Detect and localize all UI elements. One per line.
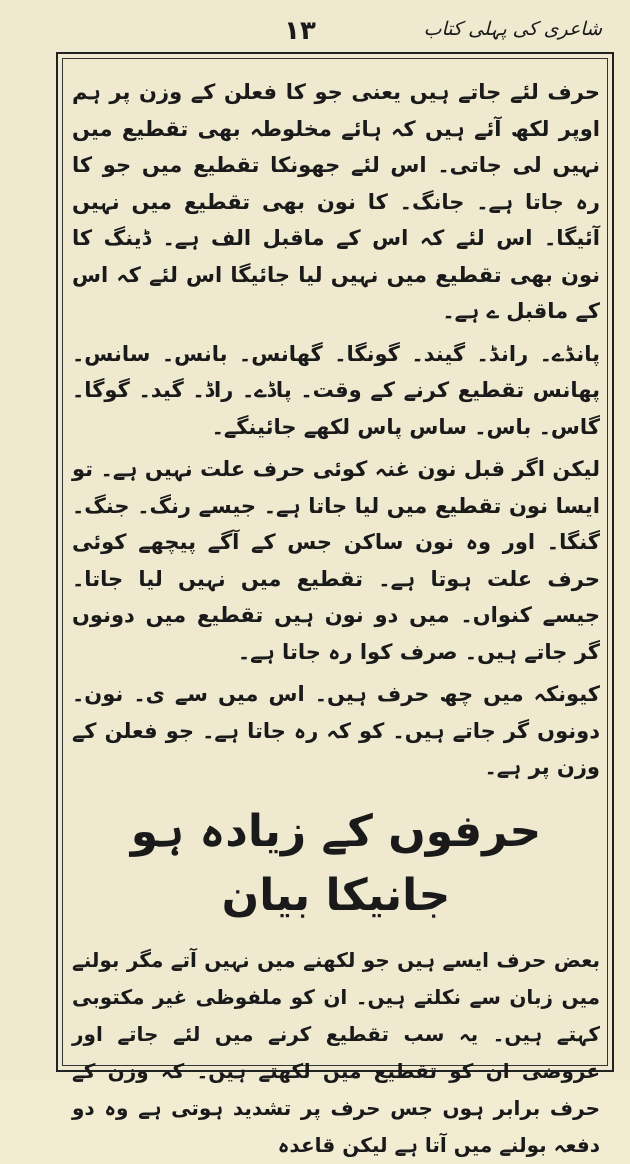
paragraph-3: لیکن اگر قبل نون غنہ کوئی حرف علت نہیں ہے۔ تو ایسا نون تقطیع میں لیا جاتا ہے۔ جیسے رنگ۔ جنگ۔ گنگا۔ اور وہ نون ساکن جس کے آگے پیچھے کوئی حرف علت ہوتا ہے۔ تقطیع میں نہیں لیا جاتا۔ جیسے کنواں۔ میں دو نون ہیں تقطیع میں دونوں گر جاتے ہیں۔ صرف کوا رہ جاتا ہے۔: [72, 457, 600, 664]
paragraph-2: پانڈے۔ رانڈ۔ گیند۔ گونگا۔ گھانس۔ بانس۔ سانس۔ پھانس تقطیع کرنے کے وقت۔ پاڈے۔ راڈ۔ گید۔ گوگا۔ گاس۔ باس۔ ساس پاس لکھے جائینگے۔: [72, 341, 600, 439]
page-header: [0, 10, 630, 54]
paragraph-after-heading: بعض حرف ایسے ہیں جو لکھنے میں نہیں آتے مگر بولنے میں زبان سے نکلتے ہیں۔ ان کو ملفوظی غیر مکتوبی کہتے ہیں۔ یہ سب تقطیع کرنے میں لئے جاتے اور عروضی ان کو تقطیع میں لکھتے ہیں۔ کہ وزن کے حرف برابر ہوں جس حرف پر تشدید ہوتی ہے وہ دو دفعہ بولنے میں آتا ہے لیکن قاعدہ: [72, 947, 600, 1157]
page-number: ۱۳: [284, 16, 316, 46]
paragraph-1: حرف لئے جاتے ہیں یعنی جو کا فعلن کے وزن پر ہم اوپر لکھ آئے ہیں کہ ہائے مخلوطہ بھی تقطیع میں نہیں لی جاتی۔ اس لئے جھونکا تقطیع میں جو کا رہ جاتا ہے۔ جانگ۔ کا نون بھی تقطیع میں نہیں آئیگا۔ اس لئے کہ اس کے ماقبل الف ہے۔ ڈینگ کا نون بھی تقطیع میں نہیں لیا جائیگا اس لئے کہ اس کے ماقبل ے ہے۔: [72, 80, 600, 323]
page-body: [72, 70, 600, 1157]
running-title: شاعری کی پہلی کتاب: [423, 18, 602, 40]
section-heading: حرفوں کے زیادہ ہو جانیکا بیان: [130, 805, 542, 921]
paragraph-4: کیونکہ میں چھ حرف ہیں۔ اس میں سے ی۔ نون۔ دونوں گر جاتے ہیں۔ کو کہ رہ جاتا ہے۔ جو فعلن کے وزن پر ہے۔: [72, 682, 600, 779]
